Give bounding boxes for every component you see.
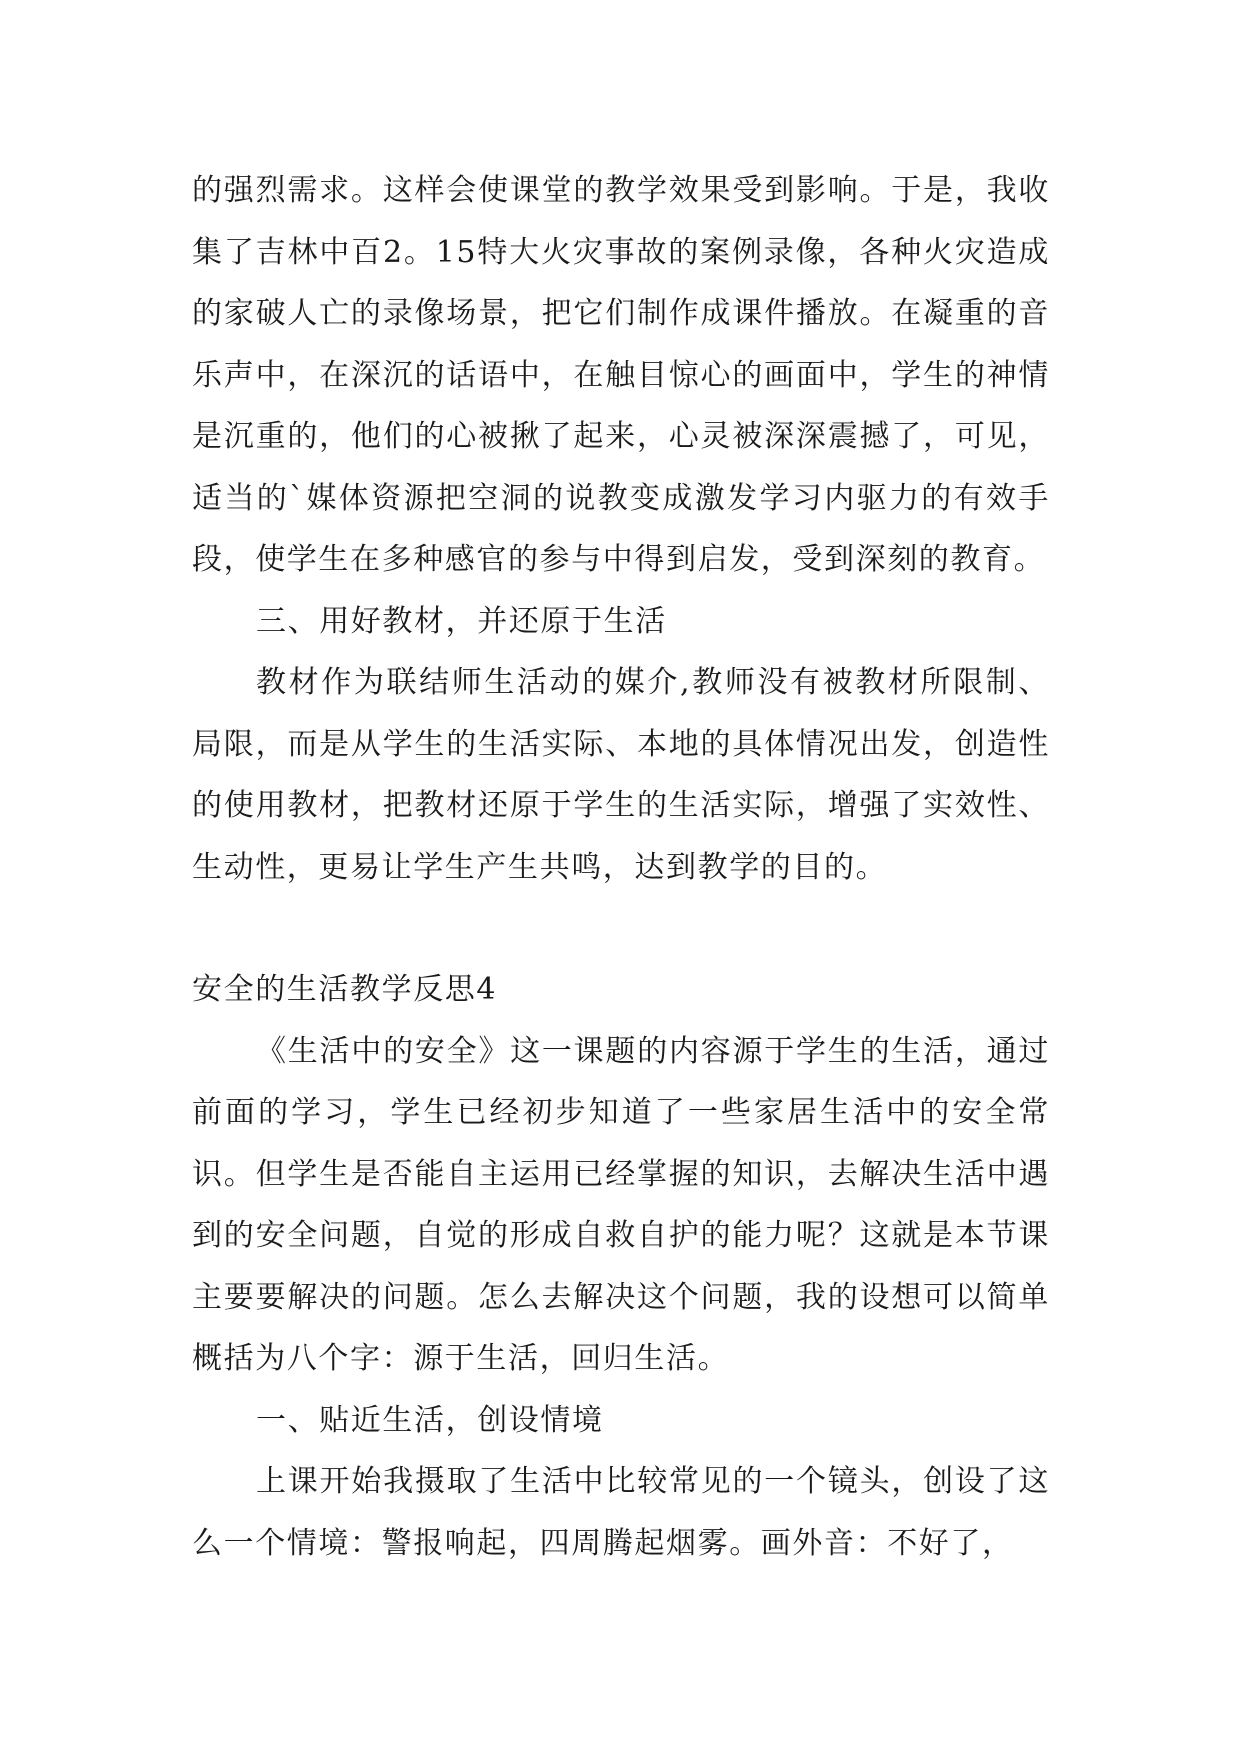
- paragraph-continuation: 的强烈需求。这样会使课堂的教学效果受到影响。于是，我收集了吉林中百2。15特大火灾事故的案例录像，各种火灾造成的家破人亡的录像场景，把它们制作成课件播放。在凝重的音乐声中，在深沉的话语中，在触目惊心的画面中，学生的神情是沉重的，他们的心被揪了起来，心灵被深深震撼了，可见，适当的`媒体资源把空洞的说教变成激发学习内驱力的有效手段，使学生在多种感官的参与中得到启发，受到深刻的教育。: [192, 173, 1050, 577]
- paragraph-textbook: 教材作为联结师生活动的媒介,教师没有被教材所限制、局限，而是从学生的生活实际、本地的具体情况出发，创造性的使用教材，把教材还原于学生的生活实际，增强了实效性、生动性，更易让学生产生共鸣，达到教学的目的。: [192, 665, 1050, 885]
- paragraph-intro: 《生活中的安全》这一课题的内容源于学生的生活，通过前面的学习，学生已经初步知道了一些家居生活中的安全常识。但学生是否能自主运用已经掌握的知识，去解决生活中遇到的安全问题，自觉的形成自救自护的能力呢？这就是本节课主要要解决的问题。怎么去解决这个问题，我的设想可以简单概括为八个字：源于生活，回归生活。: [192, 1033, 1050, 1376]
- section-spacer: [192, 898, 1050, 959]
- document-page: [192, 160, 1050, 1574]
- subheading-one: 一、贴近生活，创设情境: [256, 1402, 604, 1438]
- subheading-three: 三、用好教材，并还原于生活: [256, 603, 667, 639]
- section-title: 安全的生活教学反思4: [192, 972, 498, 1007]
- paragraph-scenario: 上课开始我摄取了生活中比较常见的一个镜头，创设了这么一个情境：警报响起，四周腾起烟雾。画外音：不好了，: [192, 1464, 1050, 1561]
